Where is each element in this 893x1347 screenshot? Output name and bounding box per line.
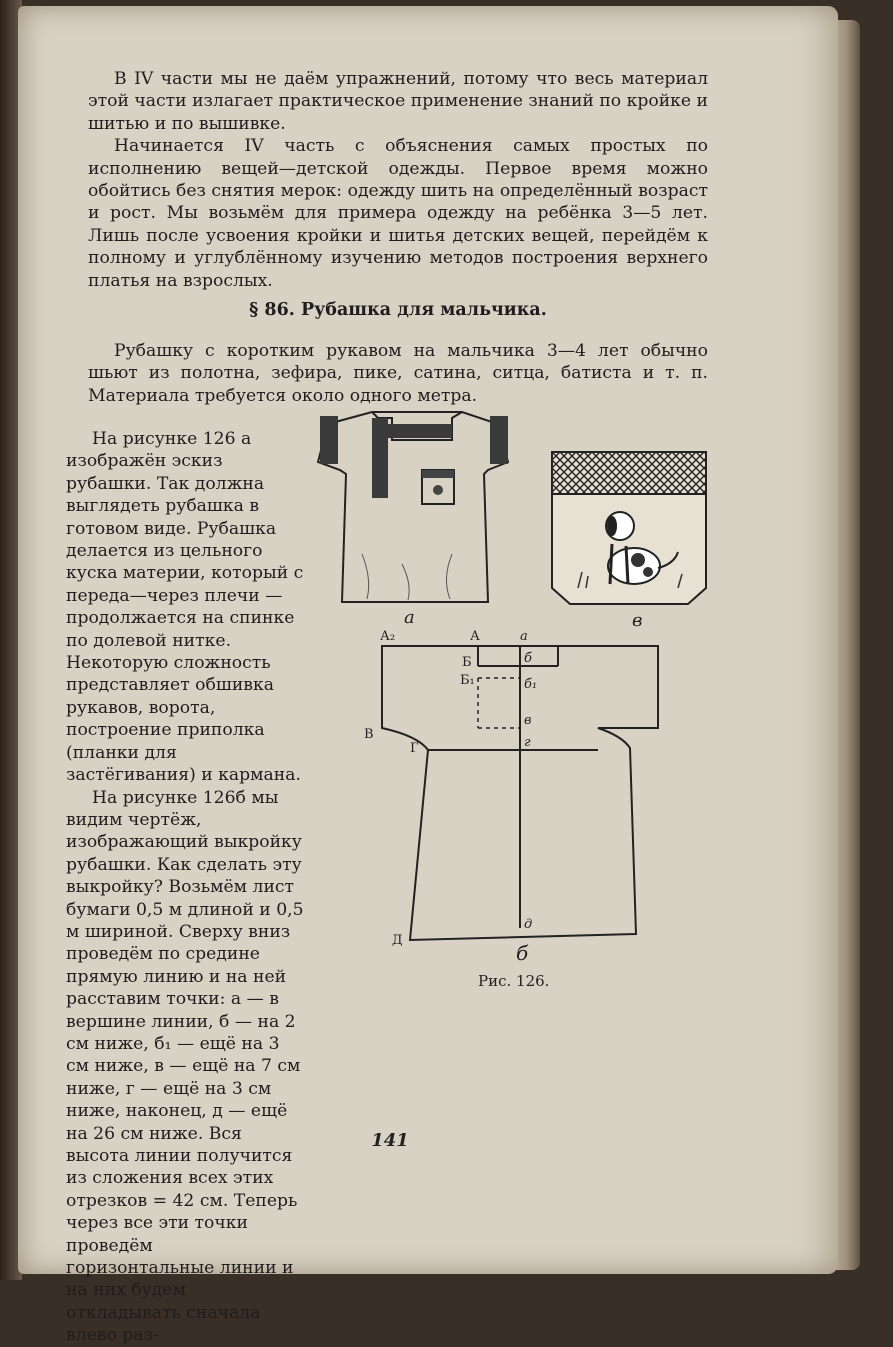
shirt-sketch-figure — [312, 404, 512, 626]
point-v: в — [524, 713, 532, 728]
left-column-text — [66, 428, 304, 1347]
pattern-drawing-figure — [360, 628, 670, 964]
section-lead — [88, 340, 708, 407]
point-G: Г — [410, 741, 419, 756]
point-g: г — [524, 735, 531, 750]
intro-paragraph-1: В IV части мы не даём упражнений, потому что весь материал этой части излагает практическое применение знаний по кройке и шитью и по вышивке. — [88, 69, 708, 134]
figure-label-b: б — [516, 941, 529, 964]
lead-paragraph: Рубашку с коротким рукавом на мальчика 3—4 лет обычно шьют из полотна, зефира, пике, сатина, ситца, батиста и т. п. Материала требуется около одного метра. — [88, 341, 708, 406]
figure-label-a: а — [404, 607, 415, 626]
point-a: а — [520, 629, 528, 644]
figure-label-v: в — [632, 610, 643, 630]
point-V: В — [364, 727, 374, 742]
figure-caption: Рис. 126. — [478, 972, 550, 990]
intro-paragraph-2: Начинается IV часть с объяснения самых простых по исполнению вещей—детской одежды. Первое время можно обойтись без снятия мерок: одежду шить на определённый возраст и рост. Мы возьмём для примера одежду на ребёнка 3—5 лет. Лишь после усвоения кройки и шитья детских вещей, перейдём к полному и углублённому изучению методов построения верхнего платья на взрослых. — [88, 136, 708, 291]
point-B: Б — [462, 655, 472, 670]
point-b1: б₁ — [524, 677, 538, 692]
page-number: 141 — [371, 1130, 409, 1151]
point-A: А — [470, 629, 480, 644]
point-b: б — [524, 651, 532, 666]
pocket-figure — [548, 448, 710, 630]
point-d: д — [524, 917, 533, 932]
intro-text — [88, 68, 708, 292]
section-heading: § 86. Рубашка для мальчика. — [249, 300, 547, 320]
point-D: Д — [392, 933, 403, 948]
point-A2: А₂ — [380, 629, 396, 644]
point-B1: Б₁ — [460, 673, 475, 688]
column-paragraph-1: На рисунке 126 а изображён эскиз рубашки. Так должна выглядеть рубашка в готовом виде. Рубашка делается из цельного куска материи, который с переда—через плечи — продолжается на спинке по долевой нитке. Некоторую сложность представляет обшивка рукавов, ворота, построение приполка (планки для застёгивания) и кармана. — [66, 429, 304, 786]
column-paragraph-2: На рисунке 126б мы видим чертёж, изображающий выкройку рубашки. Как сделать эту выкройку? Возьмём лист бумаги 0,5 м длиной и 0,5 м шириной. Сверху вниз проведём по средине прямую линию и на ней расставим точки: а — в вершине линии, б — на 2 см ниже, б₁ — ещё на 3 см ниже, в — ещё на 7 см ниже, г — ещё на 3 см ниже, наконец, д — ещё на 26 см ниже. Вся высота линии получится из сложения всех этих отрезков = 42 см. Теперь через все эти точки проведём горизонтальные линии и на них будем откладывать сначала влево раз- — [66, 787, 304, 1346]
